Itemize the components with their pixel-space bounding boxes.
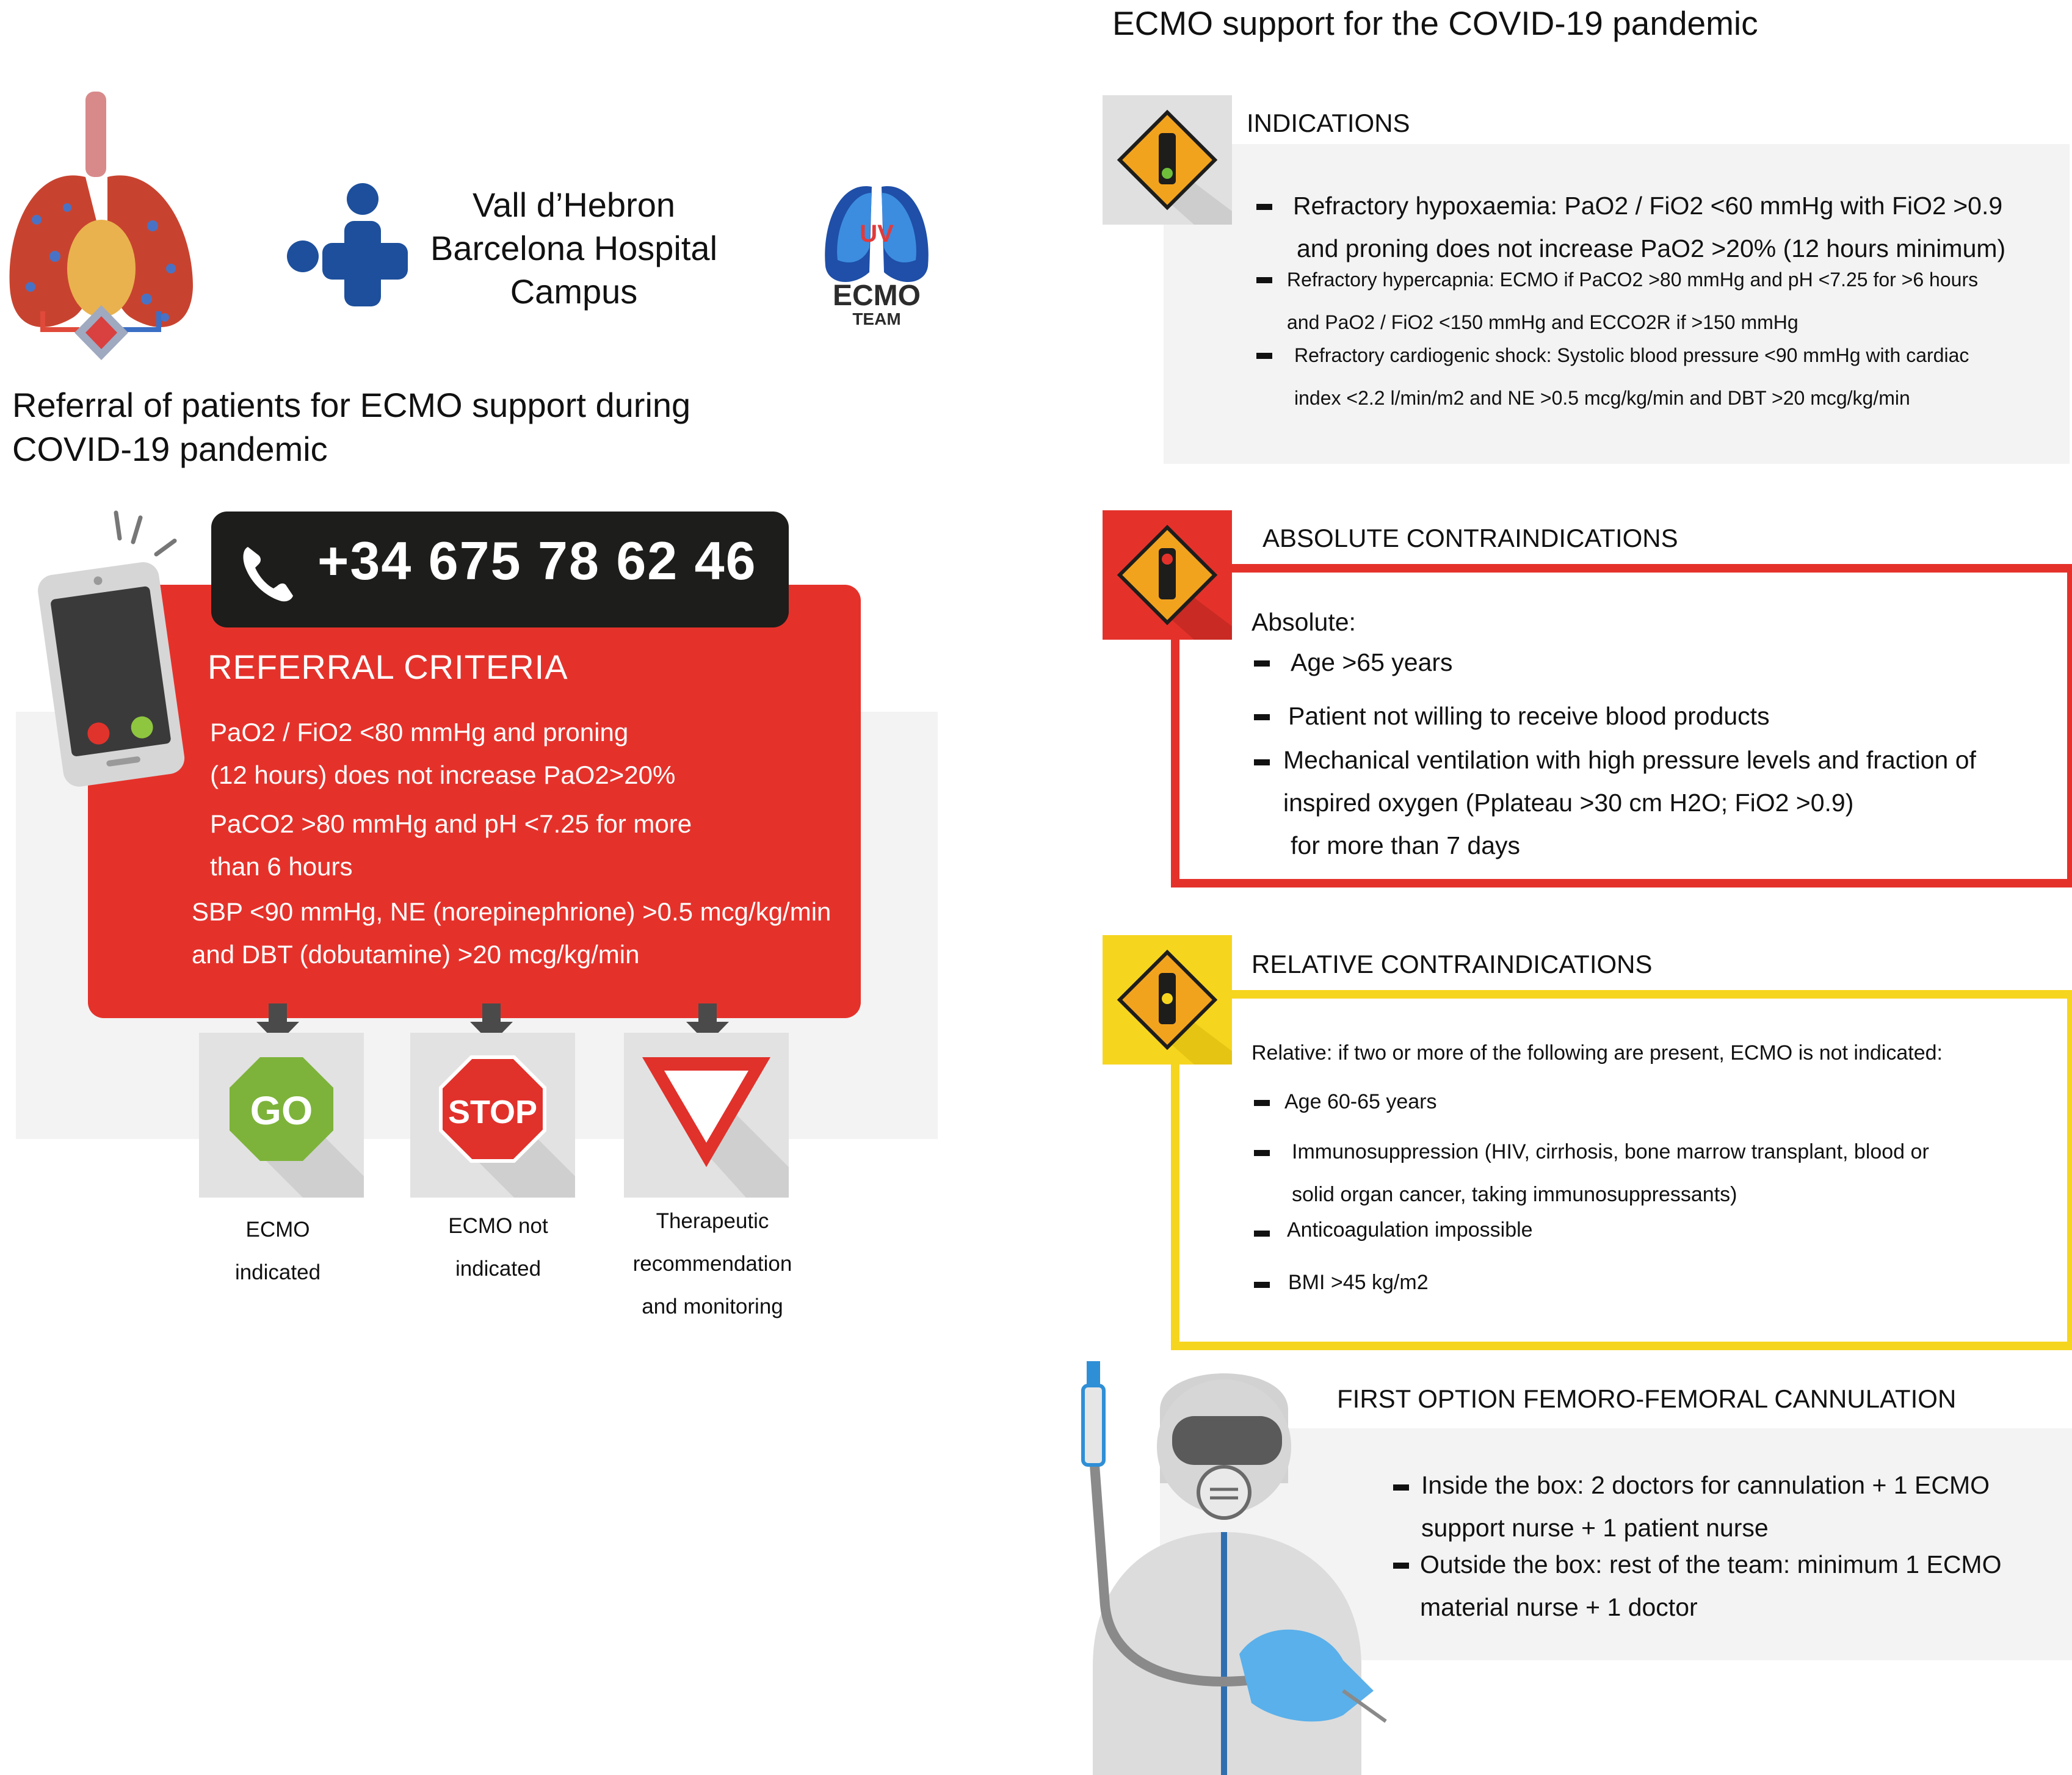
ecmo-support-title: ECMO support for the COVID-19 pandemic [1112,4,1758,42]
go-sign-label: GO [250,1088,313,1133]
referral-phone-number[interactable]: +34 675 78 62 46 [317,530,757,591]
referral-criteria-line: than 6 hours [210,852,353,881]
caption-line: ECMO [245,1218,310,1242]
bullet-marker [1254,1231,1270,1237]
traffic-light-red-icon [1103,510,1232,640]
traffic-light-yellow-icon [1103,935,1232,1065]
relative-item: Age 60-65 years [1284,1090,1437,1113]
absolute-item: Patient not willing to receive blood products [1288,702,1770,730]
yield-sign-icon [624,1033,789,1198]
phone-handset-icon [241,542,295,603]
bullet-marker [1254,1100,1270,1106]
caption-line: indicated [234,1260,321,1284]
relative-item: Immunosuppression (HIV, cirrhosis, bone marrow transplant, blood or [1292,1140,1929,1163]
bullet-marker [1254,1282,1270,1288]
caption-therapeutic-recommendation [618,1200,807,1328]
absolute-item: for more than 7 days [1291,831,1521,859]
bullet-marker [1254,759,1270,765]
hospital-name-line: Barcelona Hospital [430,229,718,267]
hospital-name [391,183,757,313]
absolute-item: Mechanical ventilation with high pressure levels and fraction of [1283,746,1976,774]
absolute-item: Age >65 years [1291,648,1453,676]
cannulation-item: Outside the box: rest of the team: minimum 1 ECMO [1420,1550,2002,1578]
caption-line: ECMO not [448,1214,548,1238]
bullet-marker [1393,1563,1409,1569]
ecmo-logo-team: TEAM [852,309,901,328]
relative-heading: RELATIVE CONTRAINDICATIONS [1252,950,1653,978]
indication-line: Refractory hypoxaemia: PaO2 / FiO2 <60 mmHg with FiO2 >0.9 [1293,192,2003,220]
cannulation-item: support nurse + 1 patient nurse [1421,1514,1769,1542]
referral-criteria-line: and DBT (dobutamine) >20 mcg/kg/min [192,940,640,969]
stop-sign-label: STOP [447,1094,538,1130]
absolute-heading: ABSOLUTE CONTRAINDICATIONS [1262,524,1678,552]
hospital-name-line: Vall d’Hebron [472,186,676,224]
indication-line: Refractory cardiogenic shock: Systolic blood pressure <90 mmHg with cardiac [1294,344,1969,366]
cannulation-item: Inside the box: 2 doctors for cannulation + 1 ECMO [1421,1471,1990,1499]
caption-line: and monitoring [642,1295,783,1318]
bullet-marker [1254,714,1270,720]
referral-criteria-line: SBP <90 mmHg, NE (norepinephrione) >0.5 mcg/kg/min [192,897,831,926]
bullet-marker [1256,277,1272,283]
indication-line: index <2.2 l/min/m2 and NE >0.5 mcg/kg/min and DBT >20 mcg/kg/min [1294,387,1910,409]
hospital-name-line: Campus [510,272,638,311]
caption-line: indicated [455,1257,542,1281]
caption-ecmo-indicated [201,1209,354,1294]
caption-line: recommendation [632,1252,792,1276]
bullet-marker [1254,1150,1270,1156]
referral-title [12,383,690,471]
caption-line: Therapeutic [656,1209,769,1233]
absolute-item: inspired oxygen (Pplateau >30 cm H2O; FiO2 >0.9) [1283,789,1854,817]
caption-ecmo-not-indicated [419,1205,578,1290]
indication-line: and PaO2 / FiO2 <150 mmHg and ECCO2R if >150 mmHg [1287,311,1799,333]
cannulation-heading: FIRST OPTION FEMORO-FEMORAL CANNULATION [1337,1384,1957,1413]
referral-criteria-line: (12 hours) does not increase PaO2>20% [210,761,676,789]
traffic-light-green-icon [1103,95,1232,225]
ecmo-team-logo [816,175,938,333]
stop-sign-icon [410,1033,575,1198]
bullet-marker [1254,660,1270,667]
relative-item: solid organ cancer, taking immunosuppressants) [1292,1183,1737,1206]
ecmo-logo-uv: UV [860,220,894,247]
referral-title-line: COVID-19 pandemic [12,430,328,468]
referral-criteria-title: REFERRAL CRITERIA [208,648,568,686]
bullet-marker [1393,1484,1409,1491]
ecmo-logo-word: ECMO [833,280,921,312]
relative-intro: Relative: if two or more of the following are present, ECMO is not indicated: [1252,1041,1943,1065]
relative-item: BMI >45 kg/m2 [1288,1271,1429,1294]
referral-title-line: Referral of patients for ECMO support during [12,386,691,424]
referral-criteria-line: PaCO2 >80 mmHg and pH <7.25 for more [210,809,692,838]
cannulation-item: material nurse + 1 doctor [1420,1593,1698,1621]
go-sign-icon [199,1033,364,1198]
indication-line: Refractory hypercapnia: ECMO if PaCO2 >80 mmHg and pH <7.25 for >6 hours [1287,269,1979,291]
indication-line: and proning does not increase PaO2 >20% (12 hours minimum) [1297,234,2006,262]
relative-item: Anticoagulation impossible [1287,1218,1533,1242]
bullet-marker [1256,353,1272,359]
indications-heading: INDICATIONS [1247,109,1410,137]
absolute-intro: Absolute: [1252,608,1356,636]
lungs-illustration [0,85,220,366]
referral-criteria-line: PaO2 / FiO2 <80 mmHg and proning [210,718,629,747]
bullet-marker [1256,204,1272,210]
smartphone-icon [24,507,201,787]
